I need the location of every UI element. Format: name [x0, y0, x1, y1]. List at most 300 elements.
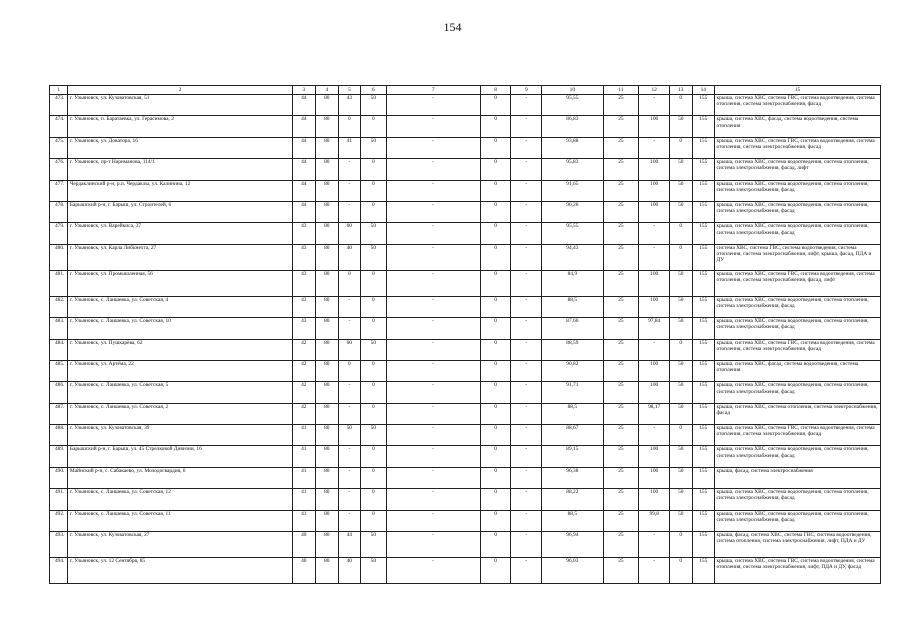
cell-col-10: 88,59 [542, 339, 603, 360]
cell-col-3: 43 [292, 223, 316, 244]
cell-col-11: 25 [603, 180, 639, 201]
cell-row-number: 492. [50, 510, 68, 531]
cell-col-4: 80 [316, 244, 339, 270]
table-row [50, 360, 881, 381]
cell-col-3: 43 [292, 318, 316, 339]
cell-col-6: 0 [361, 318, 387, 339]
cell-col-3: 42 [292, 360, 316, 381]
cell-col-3: 41 [292, 446, 316, 467]
column-header-13: 13 [670, 86, 693, 95]
column-header-1: 1 [50, 86, 68, 95]
cell-address: г. Ульяновск, ул. Артёма, 22 [68, 360, 292, 381]
cell-works-list: система ХВС, система ГВС, система водоотведения, система отопления, система электроснабжения, лифт, крыша, фасад, ПДА и ДУ [715, 244, 881, 270]
cell-address: г. Ульяновск, ул. Кузоватовская, 27 [68, 532, 292, 558]
cell-address: Барышский р-н, г. Барыш, ул. 45 Стрелковой Дивизии, 16 [68, 446, 292, 467]
cell-col-10: 89,15 [542, 446, 603, 467]
cell-col-14: 155 [692, 318, 715, 339]
cell-col-11: 25 [603, 270, 639, 296]
cell-col-13: 50 [670, 510, 693, 531]
cell-col-9: - [511, 446, 542, 467]
cell-row-number: 488. [50, 425, 68, 446]
cell-col-12: 100 [639, 201, 670, 222]
cell-col-8: 0 [480, 425, 511, 446]
cell-col-11: 25 [603, 296, 639, 317]
cell-col-8: 0 [480, 467, 511, 488]
column-header-10: 10 [542, 86, 603, 95]
cell-col-10: 96,94 [542, 532, 603, 558]
cell-col-7: - [386, 270, 480, 296]
cell-col-11: 25 [603, 137, 639, 158]
cell-address: г. Ульяновск, с. Лаишевка, ул. Советская, 5 [68, 382, 292, 403]
cell-row-number: 483. [50, 318, 68, 339]
cell-col-9: - [511, 382, 542, 403]
table-row [50, 489, 881, 510]
cell-col-13: 0 [670, 558, 693, 584]
cell-col-11: 25 [603, 425, 639, 446]
cell-col-9: - [511, 201, 542, 222]
cell-row-number: 487. [50, 403, 68, 424]
cell-address: Чердаклинский р-н, р.п. Чердаклы, ул. Калинина, 12 [68, 180, 292, 201]
cell-col-9: - [511, 318, 542, 339]
cell-col-7: - [386, 467, 480, 488]
cell-works-list: крыша, система ХВС, фасад, система водоотведения, система отопления [715, 116, 881, 137]
table-row [50, 446, 881, 467]
cell-col-6: 0 [361, 116, 387, 137]
cell-col-14: 155 [692, 403, 715, 424]
table-row [50, 403, 881, 424]
cell-col-11: 25 [603, 201, 639, 222]
cell-col-3: 44 [292, 137, 316, 158]
cell-col-5: 0 [338, 270, 361, 296]
cell-col-14: 155 [692, 339, 715, 360]
cell-col-13: 50 [670, 159, 693, 180]
cell-col-7: - [386, 95, 480, 116]
cell-col-7: - [386, 510, 480, 531]
cell-address: г. Ульяновск, пр-т Нариманова, 114/1 [68, 159, 292, 180]
cell-col-14: 155 [692, 159, 715, 180]
cell-col-12: - [639, 339, 670, 360]
cell-col-10: 95,55 [542, 223, 603, 244]
cell-row-number: 479. [50, 223, 68, 244]
cell-row-number: 474. [50, 116, 68, 137]
cell-col-11: 25 [603, 95, 639, 116]
cell-col-11: 25 [603, 223, 639, 244]
cell-col-14: 155 [692, 223, 715, 244]
cell-col-10: 88,5 [542, 296, 603, 317]
cell-col-6: 0 [361, 467, 387, 488]
table-row [50, 223, 881, 244]
cell-col-4: 80 [316, 382, 339, 403]
cell-address: г. Ульяновск, ул. Промышленная, 56 [68, 270, 292, 296]
cell-col-6: 50 [361, 339, 387, 360]
cell-col-4: 80 [316, 116, 339, 137]
cell-col-9: - [511, 558, 542, 584]
cell-col-5: - [338, 201, 361, 222]
cell-col-3: 41 [292, 510, 316, 531]
cell-address: г. Ульяновск, с. Лаишевка, ул. Советская, 12 [68, 489, 292, 510]
cell-row-number: 481. [50, 270, 68, 296]
cell-address: г. Ульяновск, ул. Доватора, 16 [68, 137, 292, 158]
cell-col-14: 155 [692, 244, 715, 270]
cell-col-13: 0 [670, 425, 693, 446]
cell-col-13: 50 [670, 446, 693, 467]
cell-col-11: 25 [603, 558, 639, 584]
cell-works-list: крыша, система ХВС, система ГВС, система водоотведения, система отопления, система электроснабжения, фасад [715, 425, 881, 446]
cell-works-list: крыша, система ХВС, фасад, система водоотведения, система отопления [715, 360, 881, 381]
table-row [50, 180, 881, 201]
cell-works-list: крыша, система ХВС, система водоотведения, система отопления, система электроснабжения, фасад [715, 201, 881, 222]
column-header-8: 8 [480, 86, 511, 95]
cell-works-list: крыша, система ХВС, система отопления, система электроснабжения, фасад [715, 403, 881, 424]
column-header-12: 12 [639, 86, 670, 95]
cell-col-3: 43 [292, 244, 316, 270]
cell-address: г. Ульяновск, с. Лаишевка, ул. Советская, 4 [68, 296, 292, 317]
cell-col-5: - [338, 318, 361, 339]
cell-col-5: 0 [338, 360, 361, 381]
cell-col-10: 88,5 [542, 403, 603, 424]
cell-col-6: 0 [361, 159, 387, 180]
cell-col-5: 60 [338, 339, 361, 360]
cell-col-3: 44 [292, 116, 316, 137]
table-row [50, 467, 881, 488]
cell-address: г. Ульяновск, ул. Кузоватовская, 39 [68, 425, 292, 446]
cell-col-12: 100 [639, 467, 670, 488]
cell-col-14: 155 [692, 467, 715, 488]
cell-col-13: 50 [670, 201, 693, 222]
cell-col-7: - [386, 116, 480, 137]
cell-col-11: 25 [603, 116, 639, 137]
cell-col-11: 25 [603, 532, 639, 558]
table-row [50, 425, 881, 446]
cell-row-number: 494. [50, 558, 68, 584]
cell-address: г. Ульяновск, п. Баратаевка, ул. Герасимова, 2 [68, 116, 292, 137]
cell-col-12: 99,8 [639, 510, 670, 531]
table-row [50, 159, 881, 180]
cell-row-number: 491. [50, 489, 68, 510]
cell-col-10: 91,71 [542, 382, 603, 403]
cell-col-14: 155 [692, 510, 715, 531]
table-row [50, 532, 881, 558]
cell-col-13: 50 [670, 360, 693, 381]
cell-col-10: 95,83 [542, 159, 603, 180]
cell-col-12: 100 [639, 180, 670, 201]
cell-col-9: - [511, 425, 542, 446]
cell-col-10: 86,83 [542, 116, 603, 137]
cell-col-11: 25 [603, 382, 639, 403]
cell-col-6: 0 [361, 360, 387, 381]
cell-row-number: 484. [50, 339, 68, 360]
column-header-7: 7 [386, 86, 480, 95]
cell-col-6: 0 [361, 446, 387, 467]
column-header-5: 5 [338, 86, 361, 95]
cell-col-12: - [639, 137, 670, 158]
cell-row-number: 485. [50, 360, 68, 381]
cell-col-13: 50 [670, 296, 693, 317]
cell-col-7: - [386, 137, 480, 158]
cell-col-10: 94,43 [542, 244, 603, 270]
cell-col-4: 80 [316, 510, 339, 531]
cell-col-11: 25 [603, 339, 639, 360]
cell-works-list: крыша, система ХВС, система водоотведения, система отопления, система электроснабжения, фасад [715, 318, 881, 339]
cell-col-7: - [386, 244, 480, 270]
table-row [50, 201, 881, 222]
column-header-14: 14 [692, 86, 715, 95]
cell-col-8: 0 [480, 558, 511, 584]
cell-col-6: 50 [361, 558, 387, 584]
cell-col-8: 0 [480, 532, 511, 558]
cell-col-5: - [338, 159, 361, 180]
cell-row-number: 480. [50, 244, 68, 270]
cell-col-4: 80 [316, 223, 339, 244]
cell-col-8: 0 [480, 446, 511, 467]
table-body [50, 95, 881, 584]
cell-col-4: 80 [316, 403, 339, 424]
cell-col-8: 0 [480, 244, 511, 270]
cell-col-7: - [386, 296, 480, 317]
cell-col-12: 100 [639, 382, 670, 403]
cell-col-3: 40 [292, 558, 316, 584]
cell-col-9: - [511, 244, 542, 270]
cell-col-12: - [639, 532, 670, 558]
table-row [50, 558, 881, 584]
cell-col-13: 0 [670, 95, 693, 116]
cell-col-8: 0 [480, 159, 511, 180]
cell-address: Майнский р-н, с. Сабакаево, ул. Молодогвардия, 6 [68, 467, 292, 488]
cell-col-4: 80 [316, 425, 339, 446]
cell-col-3: 41 [292, 489, 316, 510]
cell-col-9: - [511, 116, 542, 137]
table-row [50, 318, 881, 339]
cell-col-14: 155 [692, 180, 715, 201]
cell-col-13: 0 [670, 339, 693, 360]
cell-works-list: крыша, система ХВС, система ГВС, система водоотведения, система отопления, система электроснабжения, фасад [715, 95, 881, 116]
cell-col-7: - [386, 201, 480, 222]
cell-col-6: 0 [361, 510, 387, 531]
cell-col-14: 155 [692, 116, 715, 137]
cell-col-10: 84,9 [542, 270, 603, 296]
cell-col-10: 90,82 [542, 360, 603, 381]
cell-works-list: крыша, система ХВС, система ГВС, система водоотведения, система отопления, система электроснабжения, фасад [715, 339, 881, 360]
cell-col-3: 44 [292, 159, 316, 180]
cell-col-11: 25 [603, 360, 639, 381]
cell-col-9: - [511, 339, 542, 360]
cell-col-7: - [386, 558, 480, 584]
cell-works-list: крыша, система ХВС, система водоотведения, система отопления, система электроснабжения, фасад [715, 223, 881, 244]
table-row [50, 270, 881, 296]
cell-works-list: крыша, фасад, система электроснабжения [715, 467, 881, 488]
column-header-4: 4 [316, 86, 339, 95]
cell-col-8: 0 [480, 137, 511, 158]
cell-works-list: крыша, система ХВС, система ГВС, система водоотведения, система отопления, система электроснабжения, лифт, ПДА и ДУ, фасад [715, 558, 881, 584]
cell-col-9: - [511, 510, 542, 531]
cell-col-10: 96,38 [542, 467, 603, 488]
cell-col-12: - [639, 95, 670, 116]
cell-col-8: 0 [480, 296, 511, 317]
cell-col-5: - [338, 467, 361, 488]
cell-col-4: 80 [316, 339, 339, 360]
cell-col-14: 155 [692, 270, 715, 296]
cell-col-13: 50 [670, 180, 693, 201]
cell-row-number: 475. [50, 137, 68, 158]
cell-col-10: 88,22 [542, 489, 603, 510]
cell-row-number: 473. [50, 95, 68, 116]
cell-works-list: крыша, система ХВС, система водоотведения, система отопления, система электроснабжения, фасад [715, 510, 881, 531]
cell-col-14: 155 [692, 558, 715, 584]
cell-col-10: 95,55 [542, 95, 603, 116]
cell-col-9: - [511, 532, 542, 558]
cell-col-12: 100 [639, 159, 670, 180]
cell-col-14: 155 [692, 532, 715, 558]
table-row [50, 339, 881, 360]
cell-col-7: - [386, 532, 480, 558]
table-row [50, 510, 881, 531]
cell-col-6: 50 [361, 244, 387, 270]
cell-col-3: 43 [292, 296, 316, 317]
cell-col-14: 155 [692, 446, 715, 467]
cell-col-11: 25 [603, 489, 639, 510]
cell-col-13: 50 [670, 467, 693, 488]
column-header-2: 2 [68, 86, 292, 95]
cell-col-12: - [639, 425, 670, 446]
cell-col-12: 100 [639, 270, 670, 296]
cell-col-9: - [511, 467, 542, 488]
cell-col-14: 155 [692, 489, 715, 510]
cell-col-11: 25 [603, 159, 639, 180]
cell-col-7: - [386, 425, 480, 446]
cell-col-3: 41 [292, 467, 316, 488]
cell-col-8: 0 [480, 360, 511, 381]
cell-col-4: 80 [316, 558, 339, 584]
cell-col-8: 0 [480, 270, 511, 296]
cell-col-8: 0 [480, 382, 511, 403]
cell-col-3: 40 [292, 532, 316, 558]
cell-col-8: 0 [480, 339, 511, 360]
cell-col-4: 80 [316, 446, 339, 467]
cell-col-3: 42 [292, 403, 316, 424]
register-table [49, 85, 881, 584]
cell-col-6: 0 [361, 296, 387, 317]
cell-col-14: 155 [692, 201, 715, 222]
table-row [50, 244, 881, 270]
cell-col-6: 50 [361, 95, 387, 116]
cell-row-number: 493. [50, 532, 68, 558]
cell-row-number: 476. [50, 159, 68, 180]
cell-col-4: 80 [316, 201, 339, 222]
cell-works-list: крыша, система ХВС, система водоотведения, система отопления, система электроснабжения, фасад, лифт [715, 159, 881, 180]
cell-col-6: 50 [361, 137, 387, 158]
column-header-11: 11 [603, 86, 639, 95]
cell-address: Барышский р-н, г. Барыш, ул. Строителей, 6 [68, 201, 292, 222]
cell-col-5: - [338, 403, 361, 424]
cell-col-10: 87,66 [542, 318, 603, 339]
cell-col-14: 155 [692, 425, 715, 446]
cell-col-5: 40 [338, 558, 361, 584]
cell-col-9: - [511, 360, 542, 381]
cell-col-9: - [511, 159, 542, 180]
cell-col-6: 0 [361, 403, 387, 424]
cell-col-14: 155 [692, 137, 715, 158]
cell-col-7: - [386, 339, 480, 360]
cell-col-5: - [338, 180, 361, 201]
cell-col-8: 0 [480, 318, 511, 339]
cell-col-6: 50 [361, 223, 387, 244]
cell-col-4: 80 [316, 467, 339, 488]
cell-col-5: - [338, 446, 361, 467]
cell-col-3: 42 [292, 339, 316, 360]
cell-col-10: 96,03 [542, 558, 603, 584]
cell-works-list: крыша, фасад, система ХВС, система ГВС, система водоотведения, система отопления, система электроснабжения, лифт, ПДА и ДУ [715, 532, 881, 558]
cell-col-14: 155 [692, 95, 715, 116]
cell-works-list: крыша, система ХВС, система водоотведения, система отопления, система электроснабжения, фасад [715, 489, 881, 510]
cell-col-9: - [511, 270, 542, 296]
cell-col-5: 41 [338, 137, 361, 158]
cell-col-11: 25 [603, 403, 639, 424]
table-row [50, 137, 881, 158]
cell-col-11: 25 [603, 446, 639, 467]
cell-col-4: 80 [316, 95, 339, 116]
cell-col-7: - [386, 403, 480, 424]
cell-col-13: 0 [670, 137, 693, 158]
cell-col-14: 155 [692, 382, 715, 403]
cell-works-list: крыша, система ХВС, система водоотведения, система отопления, система электроснабжения, фасад [715, 446, 881, 467]
cell-col-12: 100 [639, 446, 670, 467]
cell-col-13: 50 [670, 403, 693, 424]
cell-col-9: - [511, 137, 542, 158]
cell-works-list: крыша, система ХВС, система ГВС, система водоотведения, система отопления, система электроснабжения, фасад [715, 137, 881, 158]
cell-col-7: - [386, 318, 480, 339]
column-header-9: 9 [511, 86, 542, 95]
column-header-3: 3 [292, 86, 316, 95]
cell-address: г. Ульяновск, ул. 12 Сентября, 85 [68, 558, 292, 584]
cell-col-9: - [511, 489, 542, 510]
cell-col-12: 100 [639, 360, 670, 381]
cell-col-10: 88,67 [542, 425, 603, 446]
cell-col-4: 80 [316, 532, 339, 558]
cell-col-9: - [511, 223, 542, 244]
cell-col-13: 50 [670, 270, 693, 296]
cell-col-3: 41 [292, 425, 316, 446]
cell-address: г. Ульяновск, ул. Пушкарёва, 62 [68, 339, 292, 360]
cell-works-list: крыша, система ХВС, система водоотведения, система отопления, система электроснабжения, фасад [715, 382, 881, 403]
cell-col-12: 98,17 [639, 403, 670, 424]
cell-col-6: 0 [361, 270, 387, 296]
cell-row-number: 489. [50, 446, 68, 467]
cell-col-5: - [338, 296, 361, 317]
cell-col-4: 80 [316, 137, 339, 158]
cell-col-14: 155 [692, 296, 715, 317]
cell-col-13: 0 [670, 223, 693, 244]
cell-col-4: 80 [316, 180, 339, 201]
cell-col-9: - [511, 403, 542, 424]
cell-col-8: 0 [480, 180, 511, 201]
cell-col-6: 0 [361, 489, 387, 510]
cell-col-13: 50 [670, 489, 693, 510]
cell-col-6: 0 [361, 382, 387, 403]
cell-address: г. Ульяновск, ул. Варейкиса, 37 [68, 223, 292, 244]
table-row [50, 116, 881, 137]
cell-col-3: 42 [292, 382, 316, 403]
cell-col-7: - [386, 360, 480, 381]
cell-col-10: 90,26 [542, 201, 603, 222]
cell-col-4: 80 [316, 489, 339, 510]
cell-col-10: 91,65 [542, 180, 603, 201]
cell-col-6: 50 [361, 425, 387, 446]
cell-col-12: 97,84 [639, 318, 670, 339]
cell-col-14: 155 [692, 360, 715, 381]
page-number: 154 [443, 20, 462, 34]
cell-col-5: 0 [338, 116, 361, 137]
cell-col-11: 25 [603, 510, 639, 531]
